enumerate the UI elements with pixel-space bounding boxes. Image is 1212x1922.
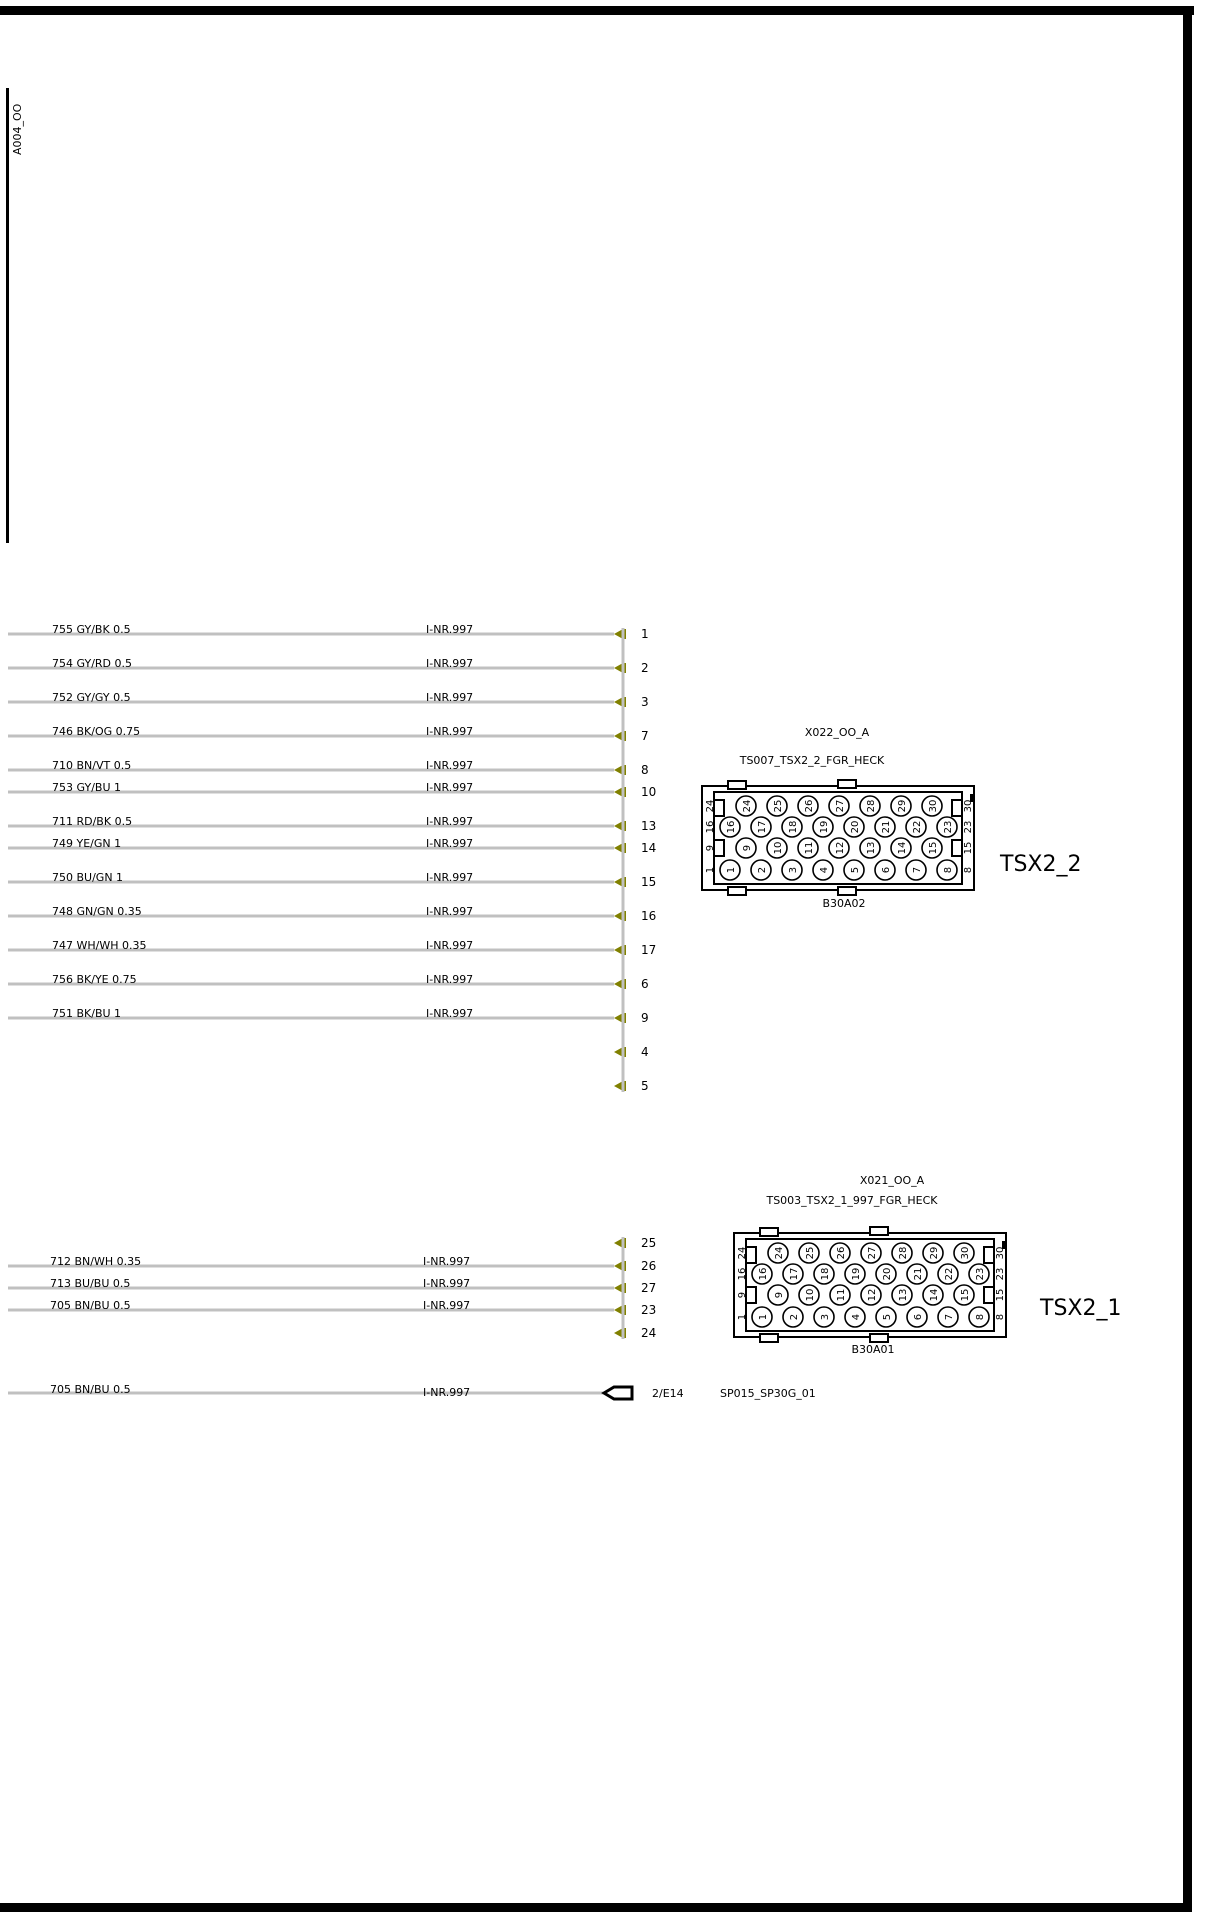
cavity-number: 27 — [835, 799, 846, 813]
wire-row — [8, 837, 656, 855]
wire-label: 749 YE/GN 1 — [52, 837, 122, 850]
side-pin-number: 15 — [995, 1288, 1006, 1302]
spare-pin-row — [614, 1045, 649, 1059]
wire-ref: I-NR.997 — [426, 759, 474, 772]
cavity — [922, 796, 942, 816]
wire-label: 750 BU/GN 1 — [52, 871, 124, 884]
wire-ref: I-NR.997 — [423, 1299, 471, 1312]
connector-id: X022_OO_A — [804, 726, 870, 739]
wire-row — [8, 1299, 656, 1317]
cavity-number: 5 — [882, 1313, 893, 1321]
wire-ref: I-NR.997 — [426, 725, 474, 738]
cavity — [752, 1264, 772, 1284]
wire-row — [8, 781, 656, 799]
cavity-number: 2 — [757, 866, 768, 874]
wire-row — [8, 815, 656, 833]
wire-row — [8, 691, 649, 709]
wire-row — [8, 905, 656, 923]
connector-key — [952, 800, 962, 816]
cavity — [938, 1264, 958, 1284]
cavity-number: 23 — [975, 1267, 986, 1281]
cavity-number: 3 — [788, 866, 799, 874]
pin-number: 17 — [641, 943, 657, 957]
sheet-left-marker — [6, 88, 9, 543]
cavity — [907, 1264, 927, 1284]
cavity-number: 28 — [898, 1246, 909, 1260]
connector-latch — [870, 1227, 888, 1235]
cavity — [768, 1243, 788, 1263]
cavity-number: 24 — [742, 799, 753, 813]
cavity-number: 11 — [836, 1288, 847, 1302]
pin-number: 25 — [641, 1236, 657, 1250]
cavity-number: 12 — [867, 1288, 878, 1302]
pin-number: 7 — [641, 729, 649, 743]
cavity — [767, 838, 787, 858]
cavity — [907, 1307, 927, 1327]
cavity — [937, 817, 957, 837]
cavity-number: 20 — [850, 820, 861, 834]
connector-latch — [838, 887, 856, 895]
cavity — [783, 1264, 803, 1284]
spare-pin-row — [614, 1326, 656, 1340]
wire-row — [8, 623, 649, 641]
sheet-vertical-label: A004_OO — [11, 103, 24, 155]
cavity — [813, 860, 833, 880]
cavity — [876, 1307, 896, 1327]
connector-key — [984, 1247, 994, 1263]
wire-ref: I-NR.997 — [426, 905, 474, 918]
cavity-number: 17 — [789, 1267, 800, 1281]
cavity — [830, 1243, 850, 1263]
side-pin-number: 9 — [737, 1291, 748, 1299]
wire-label: 747 WH/WH 0.35 — [52, 939, 147, 952]
side-pin-number: 8 — [995, 1313, 1006, 1321]
cavity-number: 27 — [867, 1246, 878, 1260]
wire-label: 753 GY/BU 1 — [52, 781, 121, 794]
connector-key — [984, 1287, 994, 1303]
connector-part: B30A02 — [822, 897, 866, 910]
wire-row — [8, 1007, 649, 1025]
pin-number: 26 — [641, 1259, 657, 1273]
connector-latch — [728, 887, 746, 895]
pin-number: 2 — [641, 661, 649, 675]
cavity-number: 9 — [774, 1291, 785, 1299]
cavity-number: 17 — [757, 820, 768, 834]
wire-ref: I-NR.997 — [423, 1255, 471, 1268]
connector-body — [734, 1227, 1006, 1342]
cavity — [891, 838, 911, 858]
wire-row — [8, 657, 649, 675]
cavity-number: 16 — [726, 820, 737, 834]
group2-wires — [8, 1236, 656, 1340]
cavity-number: 6 — [881, 866, 892, 874]
cavity — [860, 838, 880, 858]
wire-ref: I-NR.997 — [426, 657, 474, 670]
cavity-number: 10 — [805, 1288, 816, 1302]
cavity — [875, 817, 895, 837]
wire-label: 712 BN/WH 0.35 — [50, 1255, 142, 1268]
cavity — [923, 1243, 943, 1263]
cavity — [798, 838, 818, 858]
pin-number: 14 — [641, 841, 657, 855]
cavity — [923, 1285, 943, 1305]
wire-row — [8, 759, 649, 777]
pin-number: 1 — [641, 627, 649, 641]
cavity — [751, 860, 771, 880]
cavity-number: 1 — [726, 866, 737, 874]
pin-number: 13 — [641, 819, 657, 833]
cavity-number: 8 — [975, 1313, 986, 1321]
wire-label: 746 BK/OG 0.75 — [52, 725, 141, 738]
cavity-number: 11 — [804, 841, 815, 855]
frame-top-border — [0, 6, 1194, 15]
cavity-number: 18 — [820, 1267, 831, 1281]
cavity — [891, 796, 911, 816]
splice-line — [8, 1383, 816, 1400]
cavity — [906, 817, 926, 837]
wire-row — [8, 1277, 656, 1295]
cavity-number: 13 — [866, 841, 877, 855]
wire-row — [8, 725, 649, 743]
sheet-frame — [0, 6, 1194, 1912]
wire-ref: I-NR.997 — [426, 973, 474, 986]
connector-tsx2-1 — [734, 1174, 1121, 1356]
cavity-number: 25 — [773, 799, 784, 813]
cavity-number: 9 — [742, 844, 753, 852]
cavity — [782, 860, 802, 880]
wire-ref: I-NR.997 — [423, 1277, 471, 1290]
cavity — [799, 1285, 819, 1305]
side-pin-number: 24 — [705, 799, 716, 813]
cavity — [829, 796, 849, 816]
cavity-number: 12 — [835, 841, 846, 855]
cavity-number: 1 — [758, 1313, 769, 1321]
side-pin-number: 16 — [705, 820, 716, 834]
cavity-number: 7 — [912, 866, 923, 874]
cavity — [861, 1243, 881, 1263]
cavity — [954, 1285, 974, 1305]
connector-latch — [728, 781, 746, 789]
cavity-number: 21 — [881, 820, 892, 834]
wire-label: 713 BU/BU 0.5 — [50, 1277, 131, 1290]
side-pin-number: 24 — [737, 1246, 748, 1260]
cavity-number: 29 — [929, 1246, 940, 1260]
cavity-number: 4 — [851, 1313, 862, 1321]
cavity-number: 22 — [944, 1267, 955, 1281]
wire-label: 755 GY/BK 0.5 — [52, 623, 131, 636]
cavity-number: 21 — [913, 1267, 924, 1281]
wire-ref: I-NR.997 — [426, 837, 474, 850]
pin-number: 8 — [641, 763, 649, 777]
wire-ref: I-NR.997 — [426, 871, 474, 884]
cavity-number: 10 — [773, 841, 784, 855]
splice-pin: 2/E14 — [652, 1387, 684, 1400]
cavity — [892, 1285, 912, 1305]
side-pin-number: 9 — [705, 844, 716, 852]
connector-name: TS007_TSX2_2_FGR_HECK — [739, 754, 885, 767]
cavity — [813, 817, 833, 837]
wire-label: 711 RD/BK 0.5 — [52, 815, 133, 828]
cavity-number: 16 — [758, 1267, 769, 1281]
cavity-number: 2 — [789, 1313, 800, 1321]
cavity-number: 19 — [819, 820, 830, 834]
side-pin-number: 23 — [995, 1267, 1006, 1281]
splice-wire-ref: I-NR.997 — [423, 1386, 471, 1399]
connector-title: TSX2_2 — [1000, 852, 1082, 877]
cavity-number: 8 — [943, 866, 954, 874]
pin-number: 24 — [641, 1326, 657, 1340]
side-pin-number: 30 — [963, 799, 974, 813]
connector-body — [702, 780, 974, 895]
wire-row — [8, 1255, 656, 1273]
cavity — [814, 1264, 834, 1284]
cavity — [736, 796, 756, 816]
cavity — [875, 860, 895, 880]
cavity-number: 5 — [850, 866, 861, 874]
cavity-number: 19 — [851, 1267, 862, 1281]
cavity-number: 24 — [774, 1246, 785, 1260]
wire-ref: I-NR.997 — [426, 623, 474, 636]
connector-latch — [760, 1334, 778, 1342]
frame-bottom-border — [0, 1903, 1192, 1912]
cavity-number: 6 — [913, 1313, 924, 1321]
wire-label: 751 BK/BU 1 — [52, 1007, 122, 1020]
side-pin-number: 30 — [995, 1246, 1006, 1260]
side-pin-number: 16 — [737, 1267, 748, 1281]
connector-latch — [838, 780, 856, 788]
spare-pin-row — [614, 1236, 656, 1250]
pin-number: 27 — [641, 1281, 657, 1295]
wire-ref: I-NR.997 — [426, 1007, 474, 1020]
cavity — [752, 1307, 772, 1327]
cavity-number: 26 — [836, 1246, 847, 1260]
cavity — [892, 1243, 912, 1263]
cavity — [720, 860, 740, 880]
connector-latch — [870, 1334, 888, 1342]
pin-number: 23 — [641, 1303, 657, 1317]
cavity — [767, 796, 787, 816]
splice-wire-label: 705 BN/BU 0.5 — [50, 1383, 131, 1396]
group1-wires — [8, 623, 656, 1093]
pin-number: 10 — [641, 785, 657, 799]
wire-label: 752 GY/GY 0.5 — [52, 691, 131, 704]
cavity — [922, 838, 942, 858]
cavity-number: 30 — [960, 1246, 971, 1260]
wire-label: 756 BK/YE 0.75 — [52, 973, 137, 986]
cavity — [937, 860, 957, 880]
cavity-number: 30 — [928, 799, 939, 813]
wire-ref: I-NR.997 — [426, 691, 474, 704]
cavity-number: 18 — [788, 820, 799, 834]
connector-title: TSX2_1 — [1040, 1296, 1122, 1321]
cavity — [860, 796, 880, 816]
pin-number: 3 — [641, 695, 649, 709]
cavity — [736, 838, 756, 858]
cavity-number: 4 — [819, 866, 830, 874]
cavity — [845, 1307, 865, 1327]
cavity — [814, 1307, 834, 1327]
wire-row — [8, 939, 656, 957]
cavity — [798, 796, 818, 816]
cavity — [830, 1285, 850, 1305]
wire-row — [8, 973, 649, 991]
side-pin-number: 1 — [705, 866, 716, 874]
wire-ref: I-NR.997 — [426, 939, 474, 952]
cavity-number: 3 — [820, 1313, 831, 1321]
cavity — [906, 860, 926, 880]
pin-number: 6 — [641, 977, 649, 991]
splice-name: SP015_SP30G_01 — [720, 1387, 816, 1400]
wire-label: 754 GY/RD 0.5 — [52, 657, 132, 670]
cavity-number: 15 — [960, 1288, 971, 1302]
cavity-number: 26 — [804, 799, 815, 813]
connector-tsx2-2 — [702, 726, 1081, 910]
connector-name: TS003_TSX2_1_997_FGR_HECK — [766, 1194, 938, 1207]
pin-number: 4 — [641, 1045, 649, 1059]
cavity — [829, 838, 849, 858]
pin-number: 15 — [641, 875, 657, 889]
cavity — [751, 817, 771, 837]
cavity-number: 20 — [882, 1267, 893, 1281]
side-pin-number: 15 — [963, 841, 974, 855]
connector-key — [952, 840, 962, 856]
frame-right-border — [1183, 6, 1192, 1912]
cavity — [844, 860, 864, 880]
cavity — [861, 1285, 881, 1305]
wire-label: 710 BN/VT 0.5 — [52, 759, 132, 772]
wire-ref: I-NR.997 — [426, 815, 474, 828]
wire-label: 748 GN/GN 0.35 — [52, 905, 142, 918]
cavity — [782, 817, 802, 837]
cavity-number: 23 — [943, 820, 954, 834]
cavity — [969, 1264, 989, 1284]
side-pin-number: 1 — [737, 1313, 748, 1321]
cavity-number: 7 — [944, 1313, 955, 1321]
wire-ref: I-NR.997 — [426, 781, 474, 794]
cavity-number: 13 — [898, 1288, 909, 1302]
wire-row — [8, 871, 656, 889]
cavity — [844, 817, 864, 837]
connector-id: X021_OO_A — [859, 1174, 925, 1187]
side-pin-number: 8 — [963, 866, 974, 874]
splice-arrow-icon — [604, 1387, 632, 1399]
connector-latch — [760, 1228, 778, 1236]
cavity-number: 22 — [912, 820, 923, 834]
cavity — [783, 1307, 803, 1327]
cavity-number: 28 — [866, 799, 877, 813]
cavity — [799, 1243, 819, 1263]
side-pin-number: 23 — [963, 820, 974, 834]
wire-label: 705 BN/BU 0.5 — [50, 1299, 131, 1312]
cavity-number: 14 — [897, 841, 908, 855]
cavity-number: 15 — [928, 841, 939, 855]
cavity — [938, 1307, 958, 1327]
cavity-number: 29 — [897, 799, 908, 813]
cavity-number: 25 — [805, 1246, 816, 1260]
pin-number: 9 — [641, 1011, 649, 1025]
spare-pin-row — [614, 1079, 649, 1093]
cavity — [876, 1264, 896, 1284]
cavity — [720, 817, 740, 837]
pin-number: 16 — [641, 909, 657, 923]
connector-part: B30A01 — [851, 1343, 895, 1356]
cavity-number: 14 — [929, 1288, 940, 1302]
cavity — [969, 1307, 989, 1327]
cavity — [845, 1264, 865, 1284]
pin-number: 5 — [641, 1079, 649, 1093]
cavity — [954, 1243, 974, 1263]
cavity — [768, 1285, 788, 1305]
